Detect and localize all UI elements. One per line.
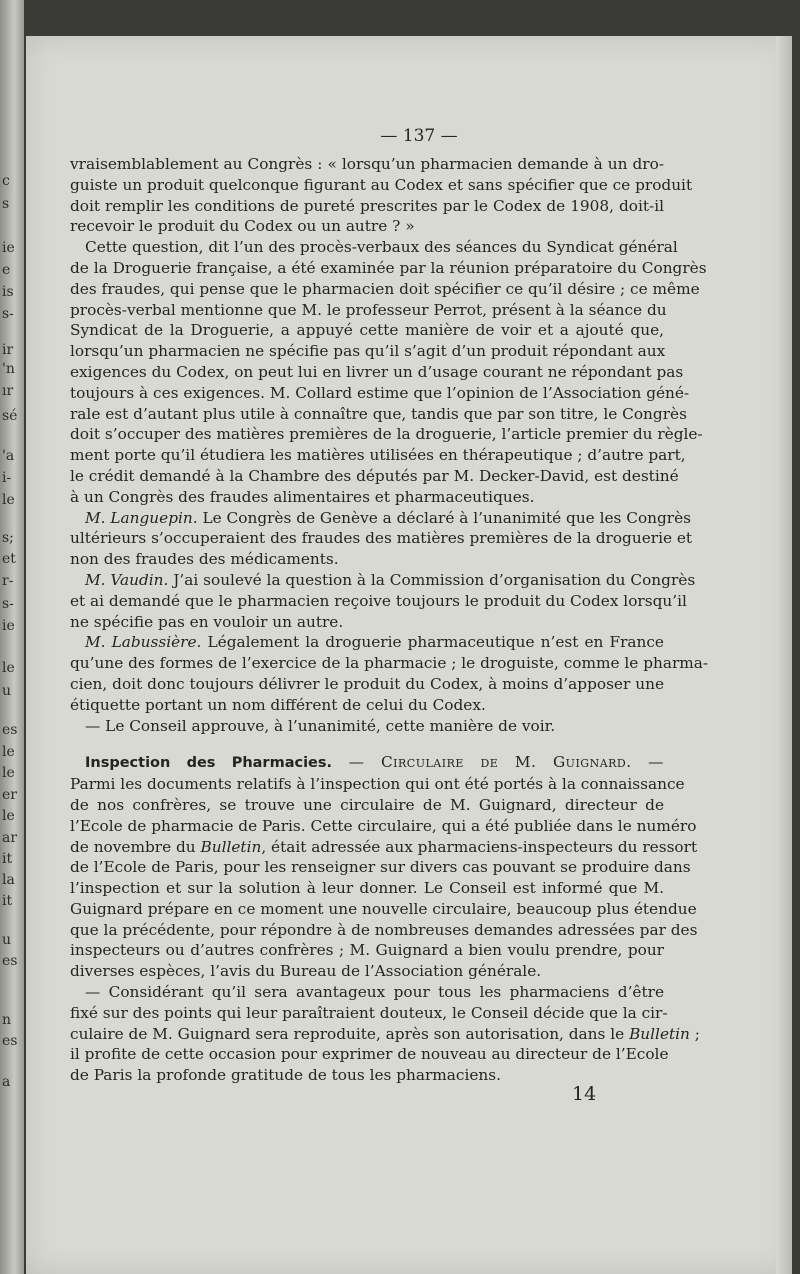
previous-page-fragment: 'n <box>2 361 15 377</box>
text-line: l’Ecole de pharmacie de Paris. Cette circulaire, qui a été publiée dans le numéro <box>70 816 697 835</box>
text-line: procès-verbal mentionne que M. le professeur Perrot, présent à la séance du <box>70 300 667 319</box>
section-subheading: — Circulaire de M. Guignard. — <box>332 753 664 772</box>
book-page <box>26 36 792 1274</box>
text-line: de novembre du Bulletin, était adressée aux pharmaciens-inspecteurs du ressort <box>70 837 698 856</box>
text-line: Parmi les documents relatifs à l’inspection qui ont été portés à la connaissance <box>70 775 685 794</box>
speaker-text: J’ai soulevé la question à la Commission d’organisation du Congrès <box>168 570 696 589</box>
body-text <box>70 154 709 1086</box>
previous-page-fragment: ie <box>2 618 15 634</box>
page-edge-shadow <box>776 36 792 1274</box>
previous-page-fragment: le <box>2 492 15 508</box>
text-line: fixé sur des points qui leur paraîtraient douteux, le Conseil décide que la cir- <box>70 1003 668 1022</box>
text-line: culaire de M. Guignard sera reproduite, après son autorisation, dans le Bulletin ; <box>70 1024 700 1043</box>
text-line: cien, doit donc toujours délivrer le produit du Codex, à moins d’apposer une <box>70 674 664 693</box>
previous-page-fragment: ie <box>2 240 15 256</box>
text-line: l’inspection et sur la solution à leur donner. Le Conseil est informé que M. <box>70 879 664 898</box>
text-line: recevoir le produit du Codex ou un autre ? » <box>70 217 415 236</box>
text-line: de nos confrères, se trouve une circulaire de M. Guignard, directeur de <box>70 795 664 814</box>
previous-page-fragment: s- <box>2 306 14 322</box>
text-line: doit s’occuper des matières premières de la droguerie, l’article premier du règle- <box>70 425 703 444</box>
previous-page-fragment: ır <box>2 383 14 399</box>
text-line: de l’Ecole de Paris, pour les renseigner sur divers cas pouvant se produire dans <box>70 858 691 877</box>
speaker-name: M. Languepin. <box>85 508 198 527</box>
text-line: qu’une des formes de l’exercice de la pharmacie ; le droguiste, comme le pharma- <box>70 654 709 673</box>
text-line: exigences du Codex, on peut lui en livrer un d’usage courant ne répondant pas <box>70 362 684 381</box>
previous-page-fragment: ir <box>2 342 14 358</box>
previous-page-fragment: s- <box>2 596 14 612</box>
text-line: — Considérant qu’il sera avantageux pour tous les pharmaciens d’être <box>85 983 664 1002</box>
previous-page-fragment: it <box>2 851 13 867</box>
paragraph-conseil-approuve: — Le Conseil approuve, à l’unanimité, cette manière de voir. <box>85 716 556 735</box>
previous-page-fragment: it <box>2 893 13 909</box>
text-line: non des fraudes des médicaments. <box>70 550 339 569</box>
previous-page-fragment: e <box>2 262 11 278</box>
section-heading-line <box>70 752 664 774</box>
previous-page-fragment: n <box>2 1012 12 1028</box>
text-line: ment porte qu’il étudiera les matières utilisées en thérapeutique ; d’autre part, <box>70 446 686 465</box>
text-line: de Paris la profonde gratitude de tous les pharmaciens. <box>70 1066 502 1085</box>
previous-page-fragment: es <box>2 722 18 738</box>
text-line: diverses espèces, l’avis du Bureau de l’Association générale. <box>70 962 542 981</box>
previous-page-fragment: le <box>2 765 15 781</box>
text-line: toujours à ces exigences. M. Collard estime que l’opinion de l’Association géné- <box>70 383 690 402</box>
speaker-name: M. Vaudin. <box>85 570 169 589</box>
previous-page-fragment: u <box>2 932 12 948</box>
previous-page-fragment: le <box>2 744 15 760</box>
paragraph-labussiere <box>70 632 709 715</box>
text-line: Guignard prépare en ce moment une nouvelle circulaire, beaucoup plus étendue <box>70 899 697 918</box>
previous-page-fragment: is <box>2 284 14 300</box>
text-line: de la Droguerie française, a été examinée par la réunion préparatoire du Congrès <box>70 258 707 277</box>
paragraph-vaudin <box>70 570 696 632</box>
previous-page-fragment: er <box>2 787 17 803</box>
paragraph-codex-question <box>70 154 693 237</box>
signature-mark: 14 <box>572 1083 597 1105</box>
previous-page-fragment: le <box>2 660 15 676</box>
text-line: ultérieurs s’occuperaient des fraudes des matières premières de la droguerie et <box>70 529 693 548</box>
text-line: ne spécifie pas en vouloir un autre. <box>70 612 344 631</box>
previous-page-fragment: s; <box>2 530 14 546</box>
previous-page-fragment: le <box>2 808 15 824</box>
previous-page-fragment: u <box>2 683 12 699</box>
text-line: guiste un produit quelconque figurant au Codex et sans spécifier que ce produit <box>70 175 693 194</box>
text-line <box>70 508 692 529</box>
previous-page-edge <box>0 0 24 1274</box>
text-line: Syndicat de la Droguerie, a appuyé cette manière de voir et a ajouté que, <box>70 321 664 340</box>
previous-page-fragment: ar <box>2 830 18 846</box>
text-line: il profite de cette occasion pour exprimer de nouveau au directeur de l’Ecole <box>70 1045 669 1064</box>
text-line: Cette question, dit l’un des procès-verbaux des séances du Syndicat général <box>85 238 678 257</box>
previous-page-fragment: r- <box>2 573 14 589</box>
text-line: vraisemblablement au Congrès : « lorsqu’un pharmacien demande à un dro- <box>70 155 664 173</box>
text-line: lorsqu’un pharmacien ne spécifie pas qu’il s’agit d’un produit répondant aux <box>70 342 666 361</box>
previous-page-fragment: s <box>2 196 10 212</box>
paragraph-considerant <box>70 982 700 1086</box>
previous-page-fragment: et <box>2 551 16 567</box>
text-line: étiquette portant un nom différent de celui du Codex. <box>70 695 486 714</box>
speaker-text: Le Congrès de Genève a déclaré à l’unanimité que les Congrès <box>197 508 692 527</box>
speaker-text: Légalement la droguerie pharmaceutique n’est en France <box>201 633 664 652</box>
text-line: que la précédente, pour répondre à de nombreuses demandes adressées par des <box>70 920 698 939</box>
paragraph-languepin <box>70 508 693 570</box>
section-heading: Inspection des Pharmacies. <box>85 755 333 772</box>
text-line: doit remplir les conditions de pureté prescrites par le Codex de 1908, doit-il <box>70 196 664 215</box>
paragraph-syndicat <box>70 237 707 507</box>
text-line: le crédit demandé à la Chambre des députés par M. Decker-David, est destiné <box>70 466 679 485</box>
previous-page-fragment: la <box>2 872 15 888</box>
text-line: et ai demandé que le pharmacien reçoive toujours le produit du Codex lorsqu’il <box>70 591 687 610</box>
text-line: inspecteurs ou d’autres confrères ; M. Guignard a bien voulu prendre, pour <box>70 941 664 960</box>
text-line <box>70 632 664 653</box>
text-line: à un Congrès des fraudes alimentaires et pharmaceutiques. <box>70 487 535 506</box>
previous-page-fragment: c <box>2 173 10 189</box>
text-line <box>70 570 696 591</box>
previous-page-fragment: sé <box>2 408 18 424</box>
previous-page-fragment: es <box>2 953 18 969</box>
section-inspection-pharmacies <box>70 752 698 982</box>
previous-page-fragment: i- <box>2 470 12 486</box>
previous-page-fragment: 'a <box>2 448 15 464</box>
text-line: des fraudes, qui pense que le pharmacien doit spécifier ce qu’il désire ; ce même <box>70 279 700 298</box>
previous-page-fragment: a <box>2 1074 11 1090</box>
page-number: — 137 — <box>380 126 458 146</box>
speaker-name: M. Labussière. <box>85 633 202 652</box>
text-line: rale est d’autant plus utile à connaître que, tandis que par son titre, le Congrès <box>70 404 687 423</box>
previous-page-fragment: es <box>2 1033 18 1049</box>
